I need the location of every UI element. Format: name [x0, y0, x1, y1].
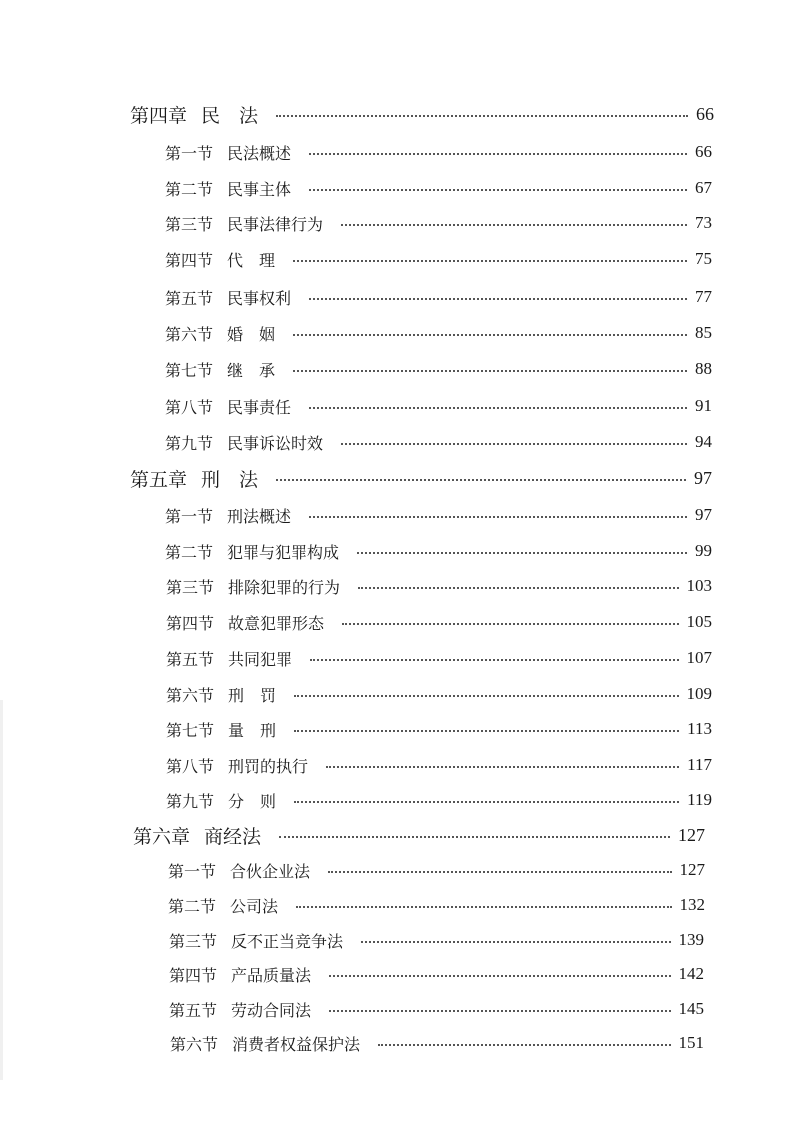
toc-number: 第八节: [165, 397, 214, 417]
toc-chapter-row[interactable]: [133, 821, 705, 849]
toc-title: 刑法概述: [227, 506, 292, 526]
toc-title: 犯罪与犯罪构成: [227, 542, 340, 562]
toc-number: 第四节: [165, 250, 214, 270]
toc-section-row[interactable]: [166, 608, 712, 636]
toc-number: 第二节: [165, 542, 214, 562]
toc-section-row[interactable]: [165, 283, 712, 311]
toc-number: 第九节: [166, 791, 215, 811]
toc-number: 第七节: [166, 720, 215, 740]
toc-number: 第四节: [166, 613, 215, 633]
dot-leader: [329, 975, 670, 977]
dot-leader: [309, 298, 687, 300]
dot-leader: [358, 587, 678, 589]
toc-title: 刑罚的执行: [228, 756, 309, 776]
dot-leader: [329, 1010, 670, 1012]
toc-title: 产品质量法: [231, 965, 312, 985]
toc-section-row[interactable]: [165, 428, 712, 456]
toc-title: 婚 姻: [227, 324, 276, 344]
toc-page: 67: [695, 178, 712, 197]
toc-title: 民事主体: [227, 179, 292, 199]
toc-section-row[interactable]: [165, 501, 712, 529]
toc-title: 民 法: [201, 104, 259, 127]
toc-section-row[interactable]: [169, 960, 704, 988]
toc-title: 反不正当竞争法: [231, 931, 344, 951]
dot-leader: [294, 730, 679, 732]
dot-leader: [309, 516, 687, 518]
dot-leader: [342, 623, 678, 625]
scan-edge-shadow: [0, 700, 3, 1080]
dot-leader: [279, 836, 670, 838]
toc-section-row[interactable]: [165, 138, 712, 166]
toc-page: 85: [695, 323, 712, 342]
toc-section-row[interactable]: [165, 209, 712, 237]
dot-leader: [361, 941, 670, 943]
toc-page: 103: [686, 576, 712, 595]
toc-page: 94: [695, 432, 712, 451]
toc-section-row[interactable]: [166, 644, 712, 672]
toc-page: 117: [687, 755, 712, 774]
toc-page: 139: [678, 930, 704, 949]
toc-section-row[interactable]: [166, 715, 712, 743]
toc-title: 消费者权益保护法: [232, 1034, 361, 1054]
toc-section-row[interactable]: [165, 392, 712, 420]
toc-title: 合伙企业法: [230, 861, 311, 881]
dot-leader: [293, 334, 687, 336]
toc-section-row[interactable]: [166, 786, 712, 814]
toc-page: 127: [678, 824, 705, 845]
toc-number: 第八节: [166, 756, 215, 776]
toc-section-row[interactable]: [166, 680, 712, 708]
toc-number: 第九节: [165, 433, 214, 453]
toc-number: 第一节: [168, 861, 217, 881]
toc-section-row[interactable]: [165, 245, 712, 273]
toc-number: 第三节: [165, 214, 214, 234]
dot-leader: [276, 115, 688, 117]
toc-title: 故意犯罪形态: [228, 613, 325, 633]
toc-title: 公司法: [230, 896, 279, 916]
dot-leader: [341, 443, 687, 445]
toc-number: 第二节: [165, 179, 214, 199]
toc-section-row[interactable]: [169, 995, 704, 1023]
toc-number: 第一节: [165, 506, 214, 526]
toc-page: 142: [678, 964, 704, 983]
toc-number: 第六节: [166, 685, 215, 705]
toc-page: 109: [686, 684, 712, 703]
toc-section-row[interactable]: [168, 891, 705, 919]
toc-title: 民事法律行为: [227, 214, 324, 234]
dot-leader: [357, 552, 687, 554]
toc-section-row[interactable]: [165, 355, 712, 383]
toc-title: 刑 法: [201, 468, 259, 491]
toc-number: 第六章: [133, 825, 191, 848]
toc-page: 77: [695, 287, 712, 306]
dot-leader: [296, 906, 671, 908]
toc-section-row[interactable]: [165, 174, 712, 202]
toc-title: 商经法: [204, 825, 262, 848]
toc-number: 第六节: [165, 324, 214, 344]
dot-leader: [309, 407, 687, 409]
toc-page: 127: [679, 860, 705, 879]
dot-leader: [309, 189, 687, 191]
toc-section-row[interactable]: [165, 537, 712, 565]
toc-chapter-row[interactable]: [130, 464, 712, 492]
toc-title: 量 刑: [228, 720, 277, 740]
toc-page: 97: [695, 505, 712, 524]
dot-leader: [294, 801, 679, 803]
toc-number: 第三节: [169, 931, 218, 951]
toc-page: 113: [687, 719, 712, 738]
toc-section-row[interactable]: [165, 319, 712, 347]
toc-title: 劳动合同法: [231, 1000, 312, 1020]
toc-number: 第三节: [166, 577, 215, 597]
toc-title: 民法概述: [227, 143, 292, 163]
toc-page: 91: [695, 396, 712, 415]
toc-title: 继 承: [227, 360, 276, 380]
toc-number: 第二节: [168, 896, 217, 916]
toc-title: 民事诉讼时效: [227, 433, 324, 453]
toc-title: 共同犯罪: [228, 649, 293, 669]
dot-leader: [378, 1044, 670, 1046]
toc-page: 66: [696, 103, 714, 124]
toc-title: 民事责任: [227, 397, 292, 417]
toc-number: 第一节: [165, 143, 214, 163]
toc-title: 排除犯罪的行为: [228, 577, 341, 597]
toc-number: 第四章: [130, 104, 188, 127]
toc-page: 99: [695, 541, 712, 560]
toc-title: 民事权利: [227, 288, 292, 308]
dot-leader: [293, 260, 687, 262]
toc-title: 代 理: [227, 250, 276, 270]
toc-page: 73: [695, 213, 712, 232]
toc-page: 66: [695, 142, 712, 161]
dot-leader: [276, 479, 686, 481]
dot-leader: [293, 370, 687, 372]
dot-leader: [294, 695, 678, 697]
toc-section-row[interactable]: [166, 572, 712, 600]
toc-number: 第四节: [169, 965, 218, 985]
toc-page: 97: [694, 467, 712, 488]
dot-leader: [341, 224, 687, 226]
toc-page: 132: [679, 895, 705, 914]
toc-title: 刑 罚: [228, 685, 277, 705]
dot-leader: [326, 766, 679, 768]
toc-page: 145: [678, 999, 704, 1018]
toc-title: 分 则: [228, 791, 277, 811]
toc-number: 第六节: [170, 1034, 219, 1054]
toc-number: 第五节: [169, 1000, 218, 1020]
toc-section-row[interactable]: [169, 926, 704, 954]
toc-number: 第七节: [165, 360, 214, 380]
toc-page: 88: [695, 359, 712, 378]
dot-leader: [309, 153, 687, 155]
toc-page: 105: [686, 612, 712, 631]
toc-section-row[interactable]: [170, 1029, 704, 1057]
dot-leader: [328, 871, 671, 873]
toc-number: 第五节: [166, 649, 215, 669]
toc-number: 第五章: [130, 468, 188, 491]
toc-number: 第五节: [165, 288, 214, 308]
toc-page: 107: [686, 648, 712, 667]
toc-page: 151: [678, 1033, 704, 1052]
toc-section-row[interactable]: [166, 751, 712, 779]
toc-section-row[interactable]: [168, 856, 705, 884]
toc-page: 75: [695, 249, 712, 268]
toc-chapter-row[interactable]: [130, 100, 714, 128]
dot-leader: [310, 659, 678, 661]
toc-page: 119: [687, 790, 712, 809]
